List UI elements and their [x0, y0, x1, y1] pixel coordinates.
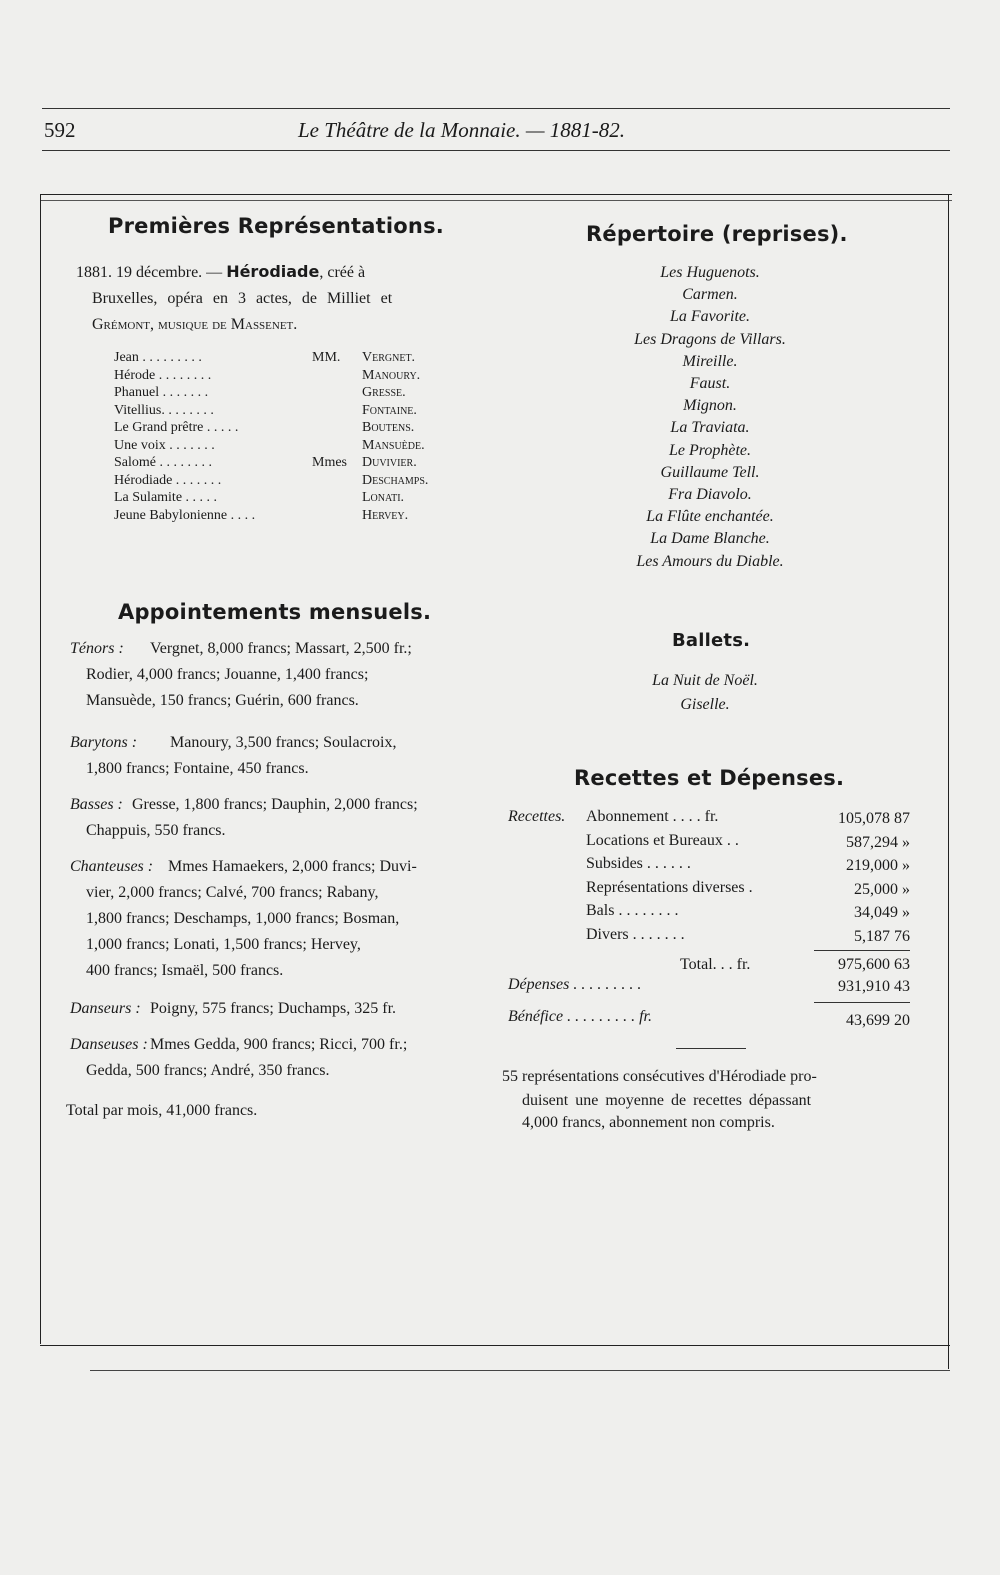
appointement-line: Chappuis, 550 francs.: [86, 822, 226, 839]
benefice-rule: [814, 1002, 910, 1003]
recettes-note-line: duisent une moyenne de recettes dépassant: [522, 1092, 812, 1109]
benefice-label: Bénéfice . . . . . . . . . fr.: [508, 1008, 652, 1025]
recette-row-label: Subsides . . . . . .: [586, 855, 691, 872]
frame-left: [40, 194, 41, 1344]
frame-bottom-shadow: [90, 1370, 950, 1371]
total-rule: [814, 950, 910, 951]
appointement-line: Manoury, 3,500 francs; Soulacroix,: [170, 734, 397, 751]
cast-singer: Manoury.: [362, 367, 421, 383]
frame-right: [948, 194, 949, 1369]
appointement-line: Gresse, 1,800 francs; Dauphin, 2,000 francs;: [132, 796, 418, 813]
cast-role: Salomé . . . . . . . .: [114, 455, 212, 470]
repertoire-item: Les Amours du Diable.: [636, 552, 784, 570]
cast-role: Vitellius. . . . . . . .: [114, 402, 214, 418]
recette-row-value: 34,049 »: [854, 904, 910, 921]
cast-singer: Mansuède.: [362, 437, 425, 453]
recette-row-value: 5,187 76: [854, 927, 910, 945]
recettes-note-line: 4,000 francs, abonnement non compris.: [522, 1114, 775, 1131]
appointement-line: 1,000 francs; Lonati, 1,500 francs; Hervey,: [86, 936, 361, 953]
total-label: Total. . . fr.: [680, 956, 751, 973]
repertoire-item: Guillaume Tell.: [660, 463, 760, 481]
repertoire-item: Fra Diavolo.: [668, 486, 752, 503]
header-rule-bottom: [42, 150, 950, 151]
repertoire-item: Le Prophète.: [668, 441, 752, 459]
appointement-line: Mmes Hamaekers, 2,000 francs; Duvi-: [168, 858, 417, 875]
appointement-group-label: Barytons :: [70, 734, 138, 751]
recettes-note-line: 55 représentations consécutives d'Hérodiade pro-: [502, 1068, 817, 1085]
cast-singer: Lonati.: [362, 490, 405, 505]
repertoire-item: Carmen.: [682, 286, 738, 304]
recette-row-value: 587,294 »: [846, 833, 910, 851]
recette-row-label: Locations et Bureaux . .: [586, 831, 739, 849]
appointement-group-label: Danseurs :: [70, 1000, 141, 1017]
appointement-line: Vergnet, 8,000 francs; Massart, 2,500 fr.;: [150, 640, 412, 657]
recette-row-value: 25,000 »: [854, 880, 910, 898]
repertoire-item: La Flûte enchantée.: [646, 508, 774, 526]
premiere-work: Hérodiade: [226, 262, 320, 281]
recette-row-label: Bals . . . . . . . .: [586, 902, 679, 919]
frame-bottom: [40, 1345, 950, 1346]
premiere-intro-line2: Bruxelles, opéra en 3 actes, de Milliet et: [92, 290, 393, 307]
recettes-heading: Recettes et Dépenses.: [574, 766, 845, 790]
appointement-line: 1,800 francs; Deschamps, 1,000 francs; Bosman,: [86, 910, 400, 927]
cast-singer: Gresse.: [362, 385, 406, 400]
appointement-group-label: Danseuses :: [70, 1036, 148, 1053]
cast-singer: Deschamps.: [362, 472, 429, 488]
cast-role: La Sulamite . . . . .: [114, 490, 218, 505]
cast-singer: Hervey.: [362, 507, 409, 523]
cast-role: Hérode . . . . . . . .: [114, 367, 212, 383]
ballet-item: Giselle.: [680, 696, 730, 713]
cast-singer: Duvivier.: [362, 455, 417, 470]
recette-row-label: Représentations diverses .: [586, 878, 753, 896]
cast-role: Une voix . . . . . . .: [114, 437, 215, 453]
appointement-line: Mansuède, 150 francs; Guérin, 600 francs.: [86, 692, 359, 709]
repertoire-item: Mireille.: [682, 352, 738, 370]
appointement-line: 1,800 francs; Fontaine, 450 francs.: [86, 760, 309, 777]
ballet-item: La Nuit de Noël.: [652, 672, 758, 689]
cast-role: Jeune Babylonienne . . . .: [114, 507, 256, 523]
cast-role: Hérodiade . . . . . . .: [114, 472, 222, 488]
appointement-line: 400 francs; Ismaël, 500 francs.: [86, 962, 284, 979]
repertoire-item: Faust.: [689, 375, 731, 392]
premieres-heading: Premières Représentations.: [108, 214, 444, 238]
appointement-line: vier, 2,000 francs; Calvé, 700 francs; Rabany,: [86, 884, 379, 901]
note-rule: [676, 1048, 746, 1049]
appointement-group-label: Basses :: [70, 796, 123, 813]
repertoire-heading: Répertoire (reprises).: [586, 222, 848, 246]
premiere-intro-rest: , créé à: [319, 264, 366, 281]
cast-title: Mmes: [312, 455, 347, 470]
repertoire-item: Les Dragons de Villars.: [634, 330, 786, 348]
cast-singer: Fontaine.: [362, 402, 417, 418]
depenses-label: Dépenses . . . . . . . . .: [508, 976, 642, 993]
appointement-group-label: Ténors :: [70, 640, 124, 657]
running-title: Le Théâtre de la Monnaie. — 1881-82.: [298, 118, 626, 142]
appointement-line: Mmes Gedda, 900 francs; Ricci, 700 fr.;: [150, 1036, 408, 1053]
cast-role: Le Grand prêtre . . . . .: [114, 420, 239, 435]
cast-singer: Vergnet.: [362, 350, 416, 365]
premiere-date: 1881. 19 décembre. —: [76, 264, 223, 281]
depenses-value: 931,910 43: [838, 978, 910, 995]
page-number: 592: [44, 118, 76, 142]
cast-title: MM.: [312, 350, 341, 365]
premiere-intro-line3: Grémont, musique de Massenet.: [92, 316, 298, 333]
recettes-label: Recettes.: [508, 808, 566, 825]
recette-row-value: 219,000 »: [846, 857, 910, 874]
appointements-heading: Appointements mensuels.: [118, 600, 432, 624]
repertoire-item: La Favorite.: [670, 308, 750, 326]
appointement-line: Rodier, 4,000 francs; Jouanne, 1,400 francs;: [86, 666, 369, 683]
repertoire-item: La Dame Blanche.: [650, 530, 770, 548]
repertoire-item: Mignon.: [683, 397, 737, 415]
frame-top-inner: [40, 200, 952, 201]
appointements-total: Total par mois, 41,000 francs.: [66, 1102, 258, 1119]
appointement-line: Poigny, 575 francs; Duchamps, 325 fr.: [150, 1000, 397, 1017]
cast-role: Phanuel . . . . . . .: [114, 385, 209, 400]
recette-row-label: Abonnement . . . . fr.: [586, 808, 719, 825]
repertoire-item: La Traviata.: [670, 419, 750, 437]
premiere-intro-line1: [76, 262, 468, 282]
header-rule-top: [42, 108, 950, 109]
cast-singer: Boutens.: [362, 420, 415, 435]
appointement-group-label: Chanteuses :: [70, 858, 154, 875]
repertoire-item: Les Huguenots.: [660, 264, 760, 281]
cast-role: Jean . . . . . . . . .: [114, 350, 202, 365]
frame-top: [40, 194, 952, 195]
benefice-value: 43,699 20: [846, 1012, 910, 1029]
ballets-heading: Ballets.: [672, 630, 751, 651]
total-value: 975,600 63: [838, 956, 910, 973]
recette-row-label: Divers . . . . . . .: [586, 925, 685, 943]
appointement-line: Gedda, 500 francs; André, 350 francs.: [86, 1062, 330, 1079]
recette-row-value: 105,078 87: [838, 810, 910, 827]
